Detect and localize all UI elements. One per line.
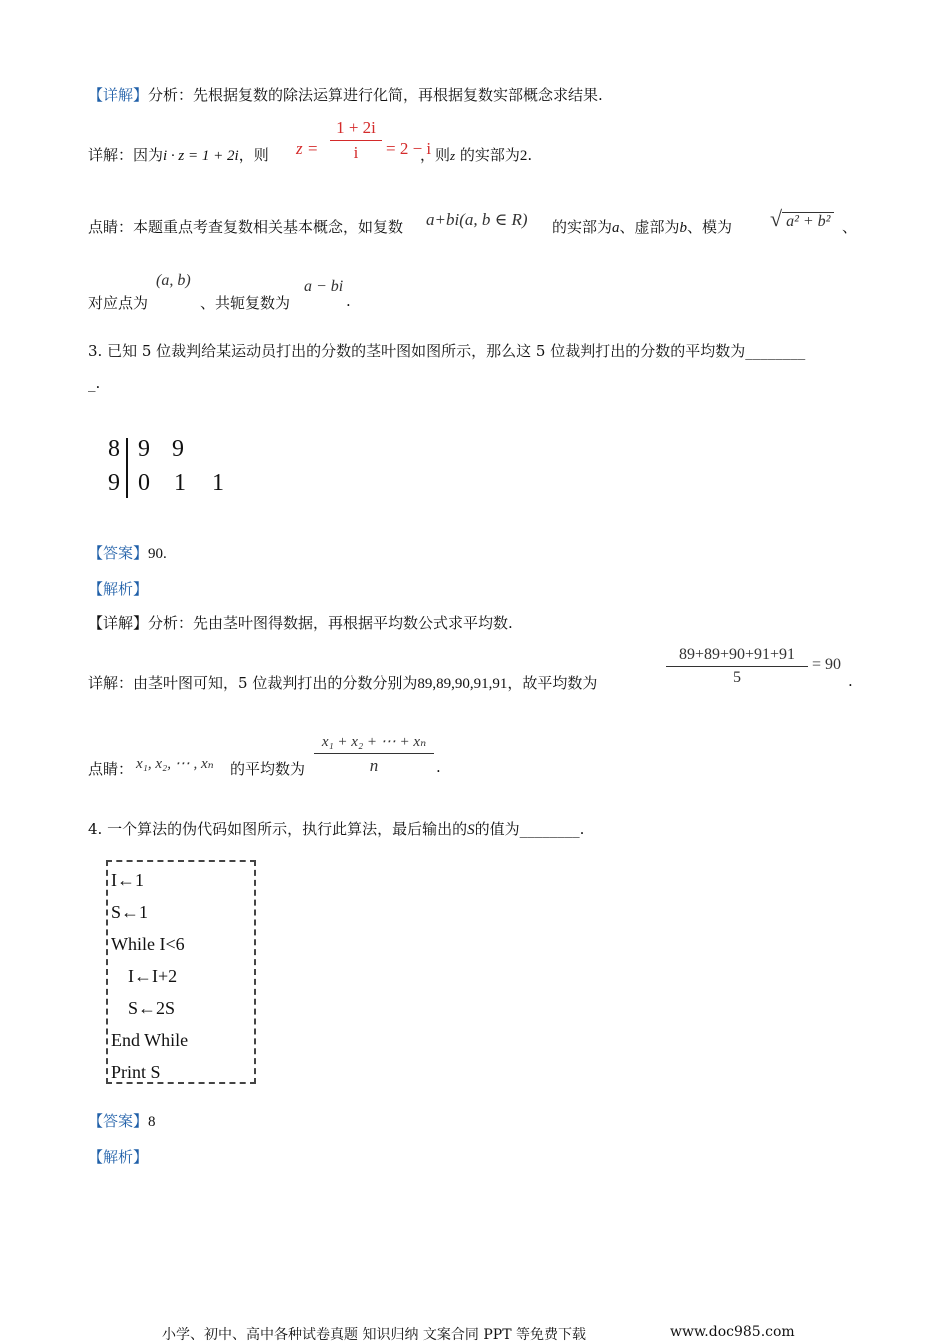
period: . (346, 292, 351, 310)
tip-parts (552, 216, 732, 237)
modulus-sqrt (770, 206, 834, 232)
conjugate-label: 、共轭复数为 (200, 294, 291, 312)
complex-expression: a+bi(a, b ∈ R) (426, 210, 528, 229)
solution-3 (88, 672, 597, 693)
sqrt-inner: a² + b² (782, 212, 834, 230)
code-line-2: S←1 (111, 902, 149, 922)
sqrt-icon: √ (770, 206, 783, 231)
leaf: 1 (174, 470, 186, 496)
equation-iz: i · z = 1 + 2i (163, 148, 239, 164)
tip-lead: 点睛：本题重点考查复数相关基本概念，如复数 (88, 218, 404, 236)
average-denominator: 5 (733, 669, 741, 686)
fraction-bar (330, 140, 382, 141)
detail-tag: 【详解】 (88, 86, 149, 104)
leaf: 0 (138, 470, 150, 496)
z-lhs: z = (296, 139, 319, 158)
real-part-text: 的实部为 (459, 146, 520, 164)
average-result: = 90 (812, 656, 842, 673)
mean-fraction (314, 732, 434, 776)
separator: 、 (842, 218, 858, 236)
answer-value: 8 (148, 1114, 156, 1130)
solution-then: ，则 (238, 146, 269, 164)
tip-variables: x₁, x₂, ⋯ , xₙ (136, 756, 214, 772)
leaf: 9 (172, 436, 184, 462)
detail-text: 分析：先根据复数的除法运算进行化简，再根据复数实部概念求结果. (148, 86, 603, 104)
imag-part-label: 、虚部为 (619, 218, 680, 236)
tip-paragraph (88, 216, 403, 237)
question-3-cont: _. (88, 374, 101, 392)
then-text: ，则 (420, 146, 451, 164)
answer-4 (88, 1110, 156, 1131)
question-4 (88, 818, 584, 839)
stem-9: 9 (108, 470, 120, 496)
var-b: b (679, 220, 688, 236)
solution-mid: ，故平均数为 (507, 674, 598, 692)
detail-tag: 【详解】 (88, 614, 149, 632)
question-4-tail: 的值为________. (474, 820, 585, 838)
real-part-answer: 2 (519, 148, 528, 164)
tip-lead: 点睛： (88, 760, 134, 778)
conjugate-expr: a − bi (304, 278, 344, 295)
modulus-label: 、模为 (687, 218, 733, 236)
tip-mid: 的平均数为 (230, 760, 306, 778)
real-part-sentence (420, 144, 532, 165)
period: . (436, 758, 441, 776)
period: . (527, 146, 533, 164)
footer-link[interactable]: www.doc985.com (670, 1324, 795, 1340)
solution-lead (88, 144, 269, 165)
average-numerator: 89+89+90+91+91 (678, 646, 796, 663)
stem-8: 8 (108, 436, 120, 462)
var-s: S (467, 822, 475, 838)
leaf: 9 (138, 436, 150, 462)
scores-list: 89,89,90,91,91 (417, 676, 508, 692)
real-part-label: 的实部为 (552, 218, 613, 236)
leaf: 1 (212, 470, 224, 496)
analysis-tag: 【解析】 (88, 580, 149, 598)
point-label: 对应点为 (88, 294, 149, 312)
answer-tag: 【答案】 (88, 544, 149, 562)
question-4-text: 4. 一个算法的伪代码如图所示，执行此算法，最后输出的 (88, 820, 468, 838)
point-coords: (a, b) (156, 272, 191, 289)
var-a: a (612, 220, 620, 236)
answer-tag: 【答案】 (88, 1112, 149, 1130)
solution-lead-text: 详解：因为 (88, 146, 164, 164)
detail-3 (88, 612, 513, 633)
code-line-4: I←I+2 (128, 966, 178, 986)
fraction-bar (666, 666, 808, 667)
stem-divider (126, 438, 128, 498)
z-rhs: = 2 − i (386, 139, 432, 158)
fraction-bar (314, 753, 434, 754)
mean-numerator: x₁ + x₂ + ⋯ + xₙ (321, 734, 427, 750)
solution-text: 详解：由茎叶图可知，5 位裁判打出的分数分别为 (88, 674, 418, 692)
analysis-tag: 【解析】 (88, 1148, 149, 1166)
footer-text: 小学、初中、高中各种试卷真题 知识归纳 文案合同 PPT 等免费下载 (162, 1327, 586, 1343)
z-fraction (330, 118, 382, 163)
detail-paragraph-1 (88, 84, 603, 105)
answer-value: 90. (148, 546, 167, 562)
code-line-6: End While (111, 1030, 189, 1050)
question-3: 3. 已知 5 位裁判给某运动员打出的分数的茎叶图如图所示，那么这 5 位裁判打出的分数的平均数为________ (88, 342, 806, 360)
z-numerator: 1 + 2i (336, 118, 376, 137)
code-line-7: Print S (111, 1062, 161, 1082)
mean-denominator: n (369, 756, 379, 775)
average-fraction (666, 646, 808, 687)
code-line-1: I←1 (111, 870, 144, 890)
answer-3 (88, 542, 167, 563)
detail-text: 分析：先由茎叶图得数据，再根据平均数公式求平均数. (148, 614, 513, 632)
z-denominator: i (353, 143, 359, 162)
period: . (848, 672, 853, 690)
code-line-5: S←2S (128, 998, 176, 1018)
code-line-3: While I<6 (111, 934, 185, 954)
z-variable: z (450, 148, 456, 163)
